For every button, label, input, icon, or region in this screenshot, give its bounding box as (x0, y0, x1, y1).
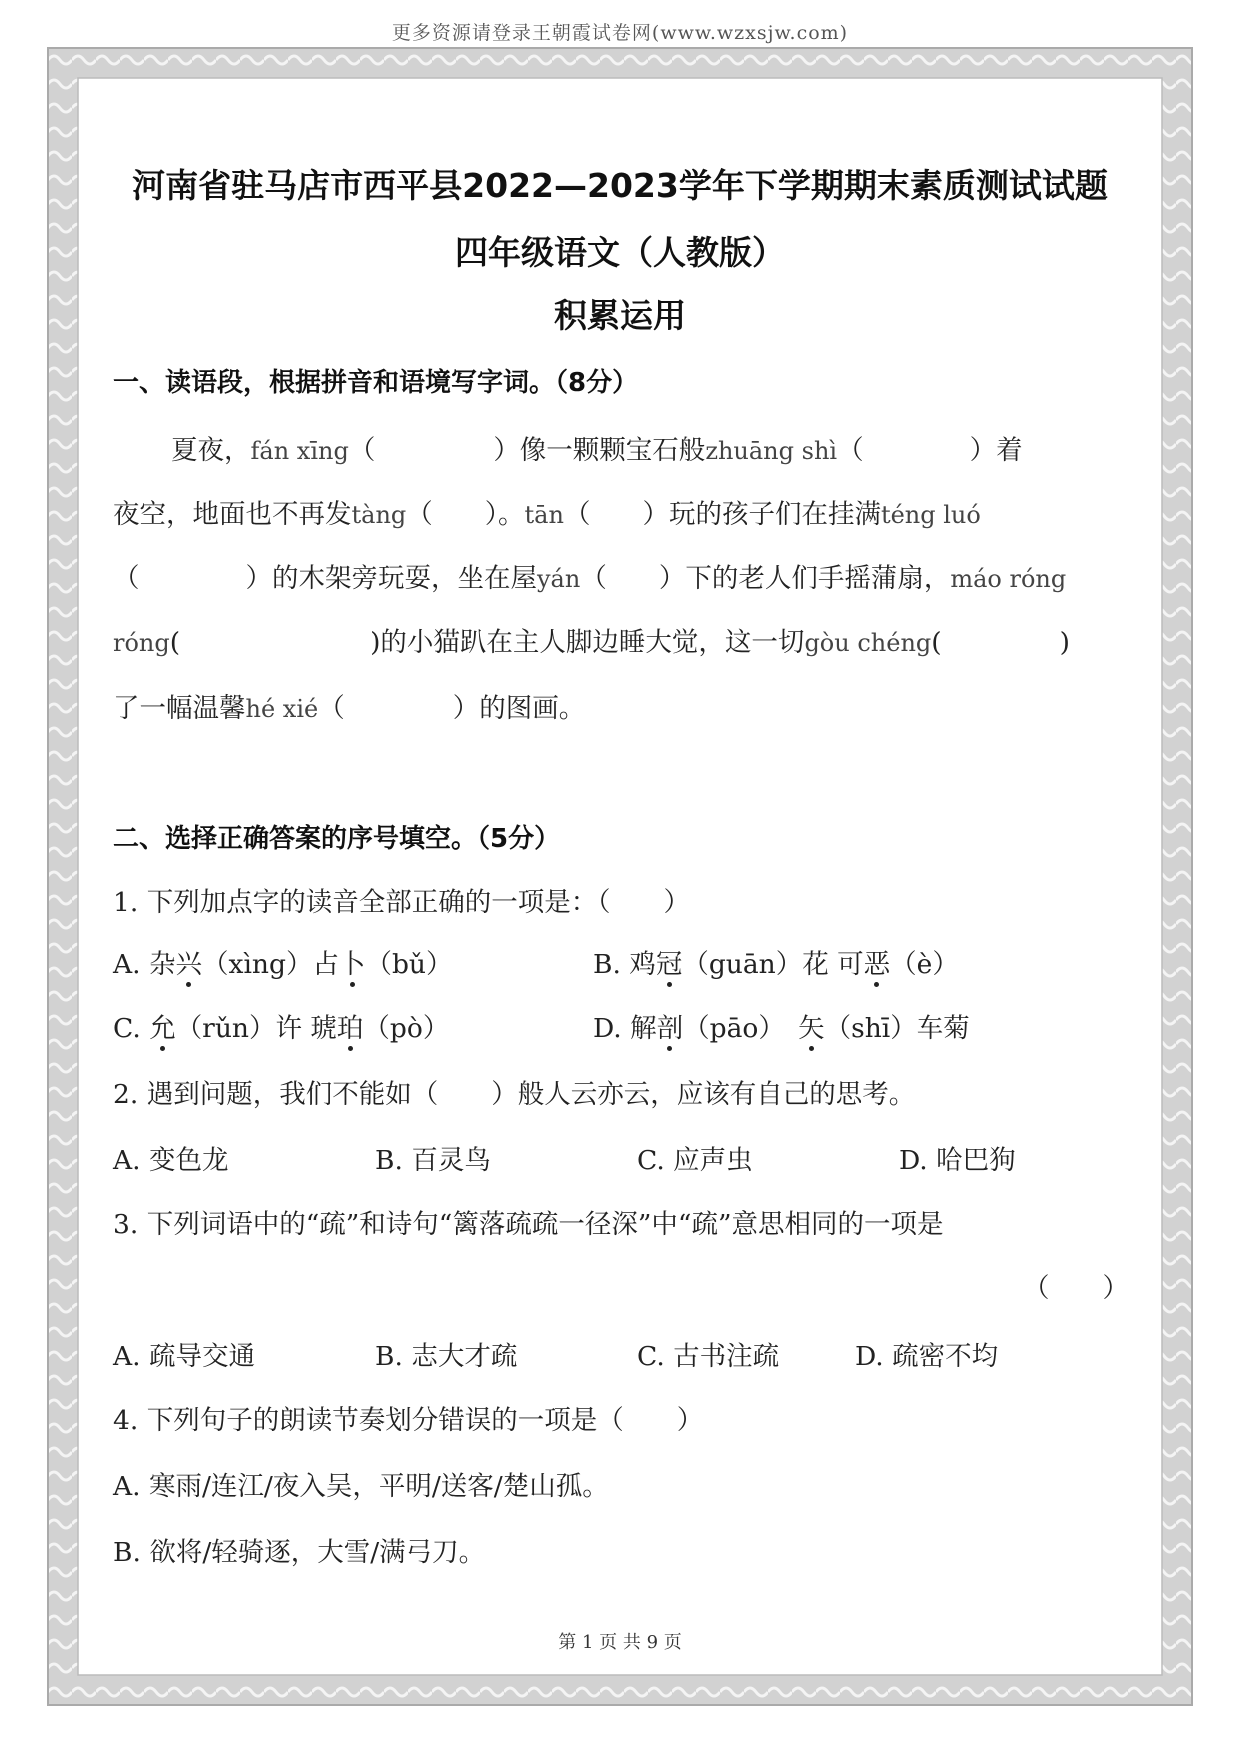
pinyin: tàng (351, 501, 407, 529)
pinyin: máo róng (950, 565, 1067, 593)
answer-blank: ( (931, 627, 942, 658)
passage-text: ）的图画。 (452, 693, 586, 724)
q3-answer-blank[interactable]: （ ） (1023, 1273, 1129, 1304)
q4-option-b: B. 欲将/轻骑逐，大雪/满弓刀。 (113, 1537, 486, 1568)
passage-text: ）像一颗颗宝石般 (493, 435, 706, 466)
passage-line-2 (113, 492, 981, 531)
q4-option-a: A. 寒雨/连江/夜入吴，平明/送客/楚山孤。 (113, 1471, 609, 1502)
passage-text: 夜空，地面也不再发 (113, 499, 352, 530)
answer-blank: （ (318, 693, 345, 724)
pinyin: róng (113, 629, 170, 657)
q3-option-d: D. 疏密不均 (855, 1341, 999, 1372)
question-1: 1. 下列加点字的读音全部正确的一项是：（ ） (113, 887, 690, 918)
q2-option-c: C. 应声虫 (637, 1145, 753, 1176)
option-text: （rǔn）许 琥 (175, 1013, 337, 1044)
passage-line-4 (113, 620, 1070, 659)
answer-blank: ( (169, 627, 181, 658)
exam-page-content (113, 0, 1127, 1700)
pinyin: téng luó (880, 501, 981, 529)
passage-text: 夏夜， (171, 435, 251, 466)
passage-text: 了一幅温馨 (113, 693, 246, 724)
q3-option-b: B. 志大才疏 (375, 1341, 518, 1372)
passage-text: ）着 (969, 435, 1023, 466)
q2-option-a: A. 变色龙 (113, 1145, 229, 1176)
passage-text: )的小猫趴在主人脚边睡大觉，这一切 (370, 627, 805, 658)
q2-option-d: D. 哈巴狗 (899, 1145, 1016, 1176)
dotted-char: 冠 (656, 942, 683, 981)
option-text: （xìng）占 (202, 949, 339, 980)
option-text: （pāo） (683, 1013, 799, 1044)
question-2: 2. 遇到问题，我们不能如（ ）般人云亦云，应该有自己的思考。 (113, 1079, 916, 1110)
section2-heading: 二、选择正确答案的序号填空。（5分） (113, 824, 561, 854)
option-text: （è） (890, 949, 959, 980)
dotted-char: 剖 (657, 1006, 684, 1045)
exam-subtitle: 四年级语文（人教版） (455, 233, 785, 272)
watermark-text: 更多资源请登录王朝霞试卷网(www.wzxsjw.com) (391, 22, 849, 44)
pinyin: zhuāng shì (705, 437, 838, 465)
answer-blank: （ (348, 435, 376, 466)
dotted-char: 兴 (176, 942, 203, 981)
pinyin: gòu chéng (804, 629, 932, 657)
question-3: 3. 下列词语中的“疏”和诗句“篱落疏疏一径深”中“疏”意思相同的一项是 (113, 1209, 944, 1240)
dotted-char: 卜 (339, 942, 366, 981)
q2-option-b: B. 百灵鸟 (375, 1145, 491, 1176)
passage-line-5 (113, 686, 585, 725)
question-4: 4. 下列句子的朗读节奏划分错误的一项是（ ） (113, 1405, 704, 1436)
pinyin: tān (524, 501, 564, 529)
answer-blank: （ (563, 499, 591, 530)
option-text: （guān）花 可 (682, 949, 864, 980)
passage-text: ）。 (484, 499, 525, 530)
section-title: 积累运用 (554, 296, 686, 335)
dotted-char: 矢 (798, 1006, 825, 1045)
exam-title: 河南省驻马店市西平县2022—2023学年下学期期末素质测试试题 (132, 166, 1108, 205)
option-text: （shī）车菊 (824, 1013, 970, 1044)
option-text: （bǔ） (365, 949, 453, 980)
answer-blank: ) (1059, 627, 1070, 658)
passage-line-1 (171, 428, 1023, 467)
option-text: B. 鸡 (593, 949, 656, 980)
q1-option-a (113, 942, 452, 981)
pinyin: hé xié (245, 695, 319, 723)
passage-line-3 (113, 556, 1066, 595)
answer-blank: （ (406, 499, 433, 530)
answer-blank: （ (580, 563, 607, 594)
dotted-char: 允 (149, 1006, 176, 1045)
q3-option-c: C. 古书注疏 (637, 1341, 780, 1372)
page-number: 第 1 页 共 9 页 (558, 1632, 682, 1653)
option-text: D. 解 (593, 1013, 657, 1044)
dotted-char: 珀 (337, 1006, 364, 1045)
section1-heading: 一、读语段，根据拼音和语境写字词。（8分） (113, 368, 639, 398)
passage-text: ）下的老人们手摇蒲扇， (658, 563, 951, 594)
option-text: （pò） (363, 1013, 450, 1044)
q3-option-a: A. 疏导交通 (113, 1341, 255, 1372)
q1-option-c (113, 1006, 449, 1045)
pinyin: yán (537, 565, 581, 593)
q1-option-d (593, 1006, 970, 1045)
answer-blank: （ (837, 435, 864, 466)
passage-text: ）玩的孩子们在挂满 (642, 499, 881, 530)
q1-option-b (593, 942, 959, 981)
passage-text: ）的木架旁玩耍，坐在屋 (245, 563, 537, 594)
dotted-char: 恶 (864, 942, 891, 981)
pinyin: fán xīng (250, 437, 349, 465)
option-text: A. 杂 (113, 949, 176, 980)
option-text: C. (113, 1013, 150, 1044)
answer-blank: （ (113, 563, 140, 594)
